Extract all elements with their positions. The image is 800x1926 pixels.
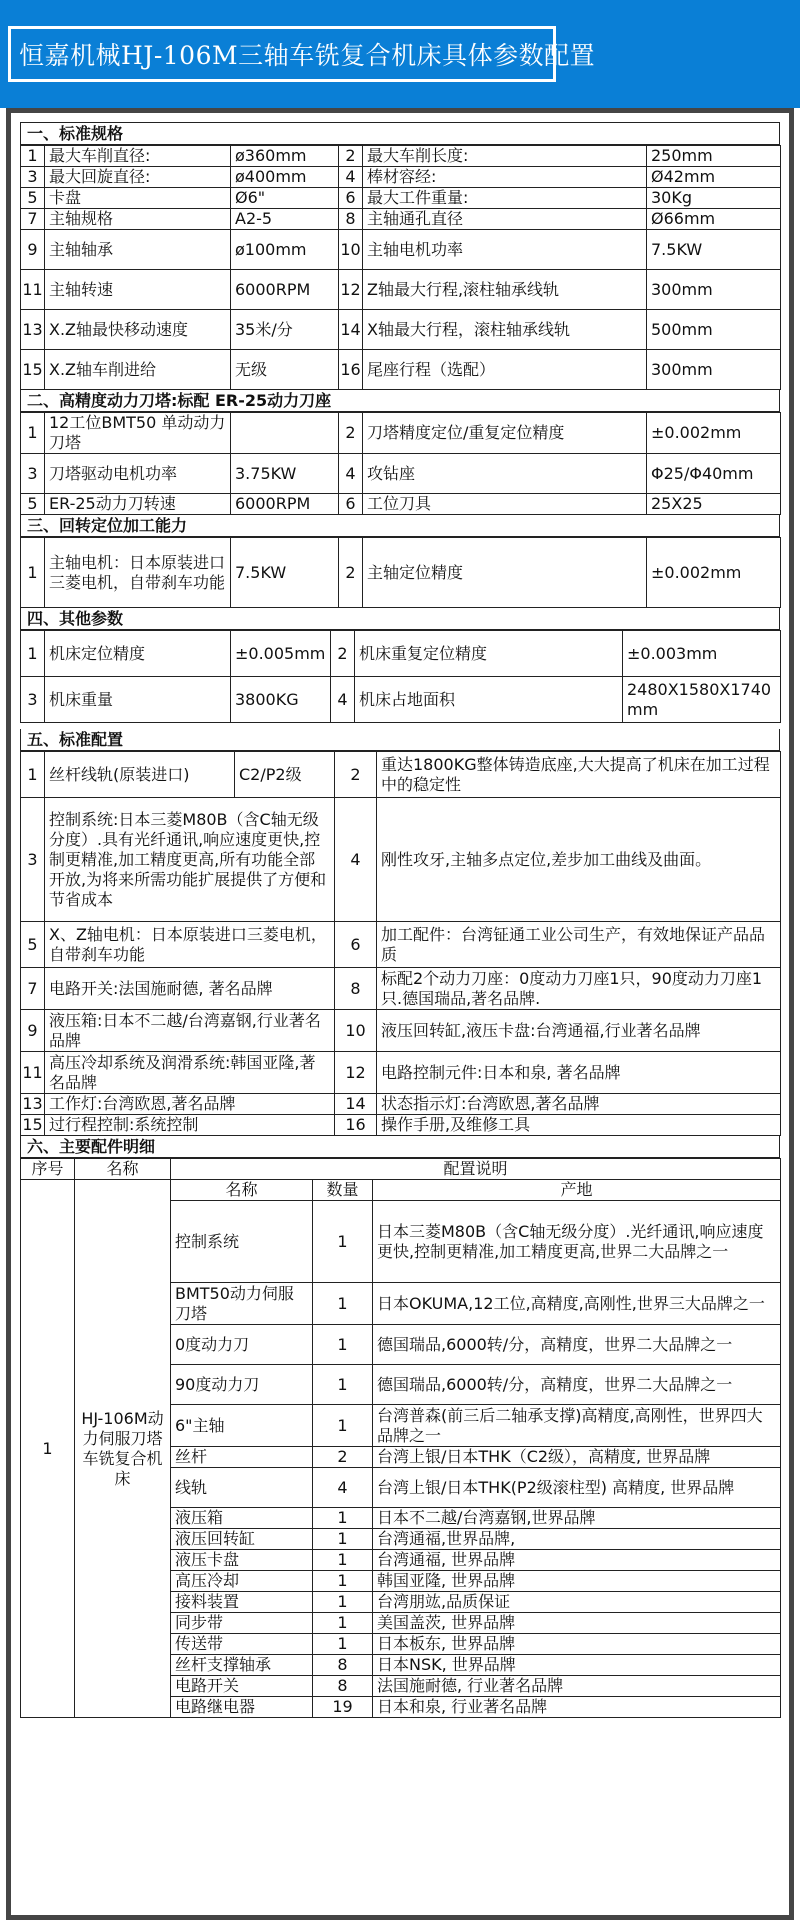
config-row: [21, 922, 781, 968]
part-origin: 日本板东, 世界品牌: [373, 1634, 781, 1655]
row-index: 13: [22, 1094, 43, 1113]
spec-value: Ø42mm: [647, 167, 781, 188]
row-index: 4: [339, 167, 363, 188]
part-origin: 台湾通福,世界品牌,: [373, 1529, 781, 1550]
spec-value: ø400mm: [231, 167, 339, 188]
config-item: 状态指示灯:台湾欧恩,著名品牌: [377, 1094, 781, 1115]
spec-item: 最大工件重量:: [363, 188, 647, 209]
spec-item: Z轴最大行程,滚柱轴承线轨: [363, 270, 647, 310]
part-name: 高压冷却: [171, 1571, 313, 1592]
spec-row: [21, 350, 781, 390]
spec-item: 卡盘: [45, 188, 231, 209]
config-row: [21, 1052, 781, 1094]
turret-item: 12工位BMT50 单动动力刀塔: [45, 413, 231, 454]
section-other: 四、其他参数: [20, 608, 780, 630]
part-origin: 台湾通福, 世界品牌: [373, 1550, 781, 1571]
spec-row: [21, 270, 781, 310]
turret-value: 3.75KW: [231, 454, 339, 494]
part-name: 控制系统: [171, 1201, 313, 1283]
spec-row: [21, 230, 781, 270]
spec-value: ø100mm: [231, 230, 339, 270]
part-name: 液压回转缸: [171, 1529, 313, 1550]
config-row: [21, 968, 781, 1010]
config-item: 操作手册,及维修工具: [377, 1115, 781, 1136]
config-item: 重达1800KG整体铸造底座,大大提高了机床在加工过程中的稳定性: [377, 752, 781, 798]
turret-row: [21, 413, 781, 454]
rotary-item: 主轴电机：日本原装进口三菱电机，自带刹车功能: [45, 538, 231, 608]
spec-item: 主轴规格: [45, 209, 231, 230]
spec-item: X.Z轴最快移动速度: [45, 310, 231, 350]
config-item: 加工配件：台湾钲通工业公司生产，有效地保证产品品质: [377, 922, 781, 968]
turret-value: [231, 413, 339, 454]
part-name: 线轨: [171, 1468, 313, 1508]
param-value: 3800KG: [231, 677, 331, 723]
page-title: 恒嘉机械HJ-106M三轴车铣复合机床具体参数配置: [19, 41, 596, 70]
part-origin: 日本三菱M80B（含C轴无级分度）.光纤通讯,响应速度更快,控制更精准,加工精度更高,世界二大品牌之一: [373, 1201, 781, 1283]
header-index: 序号: [21, 1159, 75, 1180]
row-index: 10: [335, 1010, 377, 1052]
row-index: 5: [21, 494, 45, 515]
standard-config-table: [20, 751, 781, 1136]
turret-item: ER-25动力刀转速: [45, 494, 231, 515]
other-params-table: [20, 630, 781, 723]
section-turret: 二、高精度动力刀塔:标配 ER-25动力刀座: [20, 390, 780, 412]
spec-value: 35米/分: [231, 310, 339, 350]
row-index: 11: [21, 1052, 45, 1094]
param-value: ±0.003mm: [623, 631, 781, 677]
config-item: 高压冷却系统及润滑系统:韩国亚隆,著名品牌: [45, 1052, 335, 1094]
part-name: 丝杆支撑轴承: [171, 1655, 313, 1676]
part-qty: 8: [313, 1676, 373, 1697]
spec-value: 500mm: [647, 310, 781, 350]
part-name: BMT50动力伺服刀塔: [171, 1283, 313, 1325]
row-index: 6: [335, 922, 377, 968]
part-origin: 台湾普森(前三后二轴承支撑)高精度,高刚性，世界四大品牌之一: [373, 1405, 781, 1447]
spec-row: [21, 167, 781, 188]
config-item: 液压箱:日本不二越/台湾嘉钢,行业著名品牌: [45, 1010, 335, 1052]
config-item: 电路开关:法国施耐德, 著名品牌: [45, 968, 335, 1010]
spec-value: A2-5: [231, 209, 339, 230]
config-row: [21, 1010, 781, 1052]
subheader-qty: 数量: [313, 1180, 373, 1201]
row-index: 2: [331, 631, 355, 677]
param-item: 机床占地面积: [355, 677, 623, 723]
part-qty: 1: [313, 1634, 373, 1655]
header-name: 名称: [75, 1159, 171, 1180]
config-item: 丝杆线轨(原装进口): [45, 752, 235, 798]
part-name: 0度动力刀: [171, 1325, 313, 1365]
part-qty: 2: [313, 1447, 373, 1468]
spec-item: 最大车削直径:: [45, 146, 231, 167]
row-index: 9: [21, 230, 45, 270]
turret-item: 攻钻座: [363, 454, 647, 494]
row-index: 1: [21, 631, 45, 677]
spec-value: 30Kg: [647, 188, 781, 209]
row-index: 14: [339, 310, 363, 350]
param-item: 机床重复定位精度: [355, 631, 623, 677]
turret-row: [21, 494, 781, 515]
spec-value: Ø66mm: [647, 209, 781, 230]
row-index: 3: [21, 454, 45, 494]
part-name: 液压卡盘: [171, 1550, 313, 1571]
title-box: [8, 26, 596, 82]
spec-item: 主轴电机功率: [363, 230, 647, 270]
row-index: 2: [339, 538, 363, 608]
parts-index: 1: [21, 1180, 75, 1718]
part-origin: 台湾上银/日本THK(P2级滚柱型) 高精度, 世界品牌: [373, 1468, 781, 1508]
param-item: 机床重量: [45, 677, 231, 723]
part-origin: 日本NSK, 世界品牌: [373, 1655, 781, 1676]
rotary-item: 主轴定位精度: [363, 538, 647, 608]
row-index: 6: [339, 188, 363, 209]
spec-row: [21, 209, 781, 230]
other-row: [21, 631, 781, 677]
row-index: 9: [21, 1010, 45, 1052]
config-item: 工作灯:台湾欧恩,著名品牌: [45, 1094, 335, 1115]
config-item: 刚性攻牙,主轴多点定位,差步加工曲线及曲面。: [377, 798, 781, 922]
spec-item: 尾座行程（选配）: [363, 350, 647, 390]
part-qty: 1: [313, 1201, 373, 1283]
row-index: 1: [21, 752, 45, 798]
section-config: 五、标准配置: [20, 729, 780, 751]
spec-row: [21, 310, 781, 350]
row-index: 7: [21, 209, 45, 230]
config-item: 过行程控制:系统控制: [45, 1115, 335, 1136]
rotary-row: [21, 538, 781, 608]
row-index: 15: [22, 1115, 43, 1134]
row-index: 7: [21, 968, 45, 1010]
part-qty: 1: [313, 1405, 373, 1447]
part-name: 6"主轴: [171, 1405, 313, 1447]
row-index: 11: [21, 270, 45, 310]
part-qty: 8: [313, 1655, 373, 1676]
config-row: [21, 1094, 781, 1115]
title-banner: [0, 0, 800, 108]
part-name: 同步带: [171, 1613, 313, 1634]
row-index: 4: [339, 454, 363, 494]
config-item: 电路控制元件:日本和泉, 著名品牌: [377, 1052, 781, 1094]
turret-item: 刀塔驱动电机功率: [45, 454, 231, 494]
rotary-value: 7.5KW: [231, 538, 339, 608]
row-index: 3: [21, 798, 45, 922]
section-standard-spec: 一、标准规格: [20, 122, 780, 145]
spec-value: 250mm: [647, 146, 781, 167]
row-index: 16: [335, 1115, 377, 1136]
row-index: 15: [21, 350, 45, 390]
row-index: 5: [21, 188, 45, 209]
part-name: 90度动力刀: [171, 1365, 313, 1405]
param-value: 2480X1580X1740mm: [623, 677, 781, 723]
section-rotary: 三、回转定位加工能力: [20, 515, 780, 537]
part-name: 传送带: [171, 1634, 313, 1655]
config-row: [21, 798, 781, 922]
standard-spec-table: [20, 145, 781, 390]
part-qty: 4: [313, 1468, 373, 1508]
part-qty: 1: [313, 1571, 373, 1592]
row-index: 10: [339, 230, 363, 270]
spec-value: 300mm: [647, 350, 781, 390]
config-item: 液压回转缸,液压卡盘:台湾通福,行业著名品牌: [377, 1010, 781, 1052]
part-qty: 19: [313, 1697, 373, 1718]
part-origin: 德国瑞品,6000转/分，高精度，世界二大品牌之一: [373, 1365, 781, 1405]
spec-item: 最大回旋直径:: [45, 167, 231, 188]
part-origin: 日本OKUMA,12工位,高精度,高刚性,世界三大品牌之一: [373, 1283, 781, 1325]
row-index: 3: [21, 677, 45, 723]
part-qty: 1: [313, 1365, 373, 1405]
turret-value: 25X25: [647, 494, 781, 515]
turret-row: [21, 454, 781, 494]
part-qty: 1: [313, 1613, 373, 1634]
part-origin: 日本不二越/台湾嘉钢,世界品牌: [373, 1508, 781, 1529]
part-qty: 1: [313, 1508, 373, 1529]
spec-value: ø360mm: [231, 146, 339, 167]
config-item: 标配2个动力刀座：0度动力刀座1只，90度动力刀座1只.德国瑞品,著名品牌.: [377, 968, 781, 1010]
row-index: 1: [21, 146, 45, 167]
config-item: 控制系统:日本三菱M80B（含C轴无级分度）.具有光纤通讯,响应速度更快,控制更精准,加工精度更高,所有功能全部开放,为将来所需功能扩展提供了方便和节省成本: [45, 798, 335, 922]
row-index: 2: [339, 146, 363, 167]
param-item: 机床定位精度: [45, 631, 231, 677]
row-index: 2: [339, 413, 363, 454]
row-index: 4: [335, 798, 377, 922]
spec-value: 6000RPM: [231, 270, 339, 310]
part-name: 丝杆: [171, 1447, 313, 1468]
row-index: 12: [339, 270, 363, 310]
spec-item: 主轴轴承: [45, 230, 231, 270]
rotary-value: ±0.002mm: [647, 538, 781, 608]
config-item: X、Z轴电机：日本原装进口三菱电机，自带刹车功能: [45, 922, 335, 968]
rotary-table: [20, 537, 781, 608]
turret-item: 刀塔精度定位/重复定位精度: [363, 413, 647, 454]
spec-row: [21, 188, 781, 209]
spec-item: 主轴转速: [45, 270, 231, 310]
other-row: [21, 677, 781, 723]
subheader-origin: 产地: [373, 1180, 781, 1201]
row-index: 2: [335, 752, 377, 798]
part-origin: 韩国亚隆, 世界品牌: [373, 1571, 781, 1592]
spec-document: [20, 122, 780, 1718]
turret-item: 工位刀具: [363, 494, 647, 515]
row-index: 6: [339, 494, 363, 515]
spec-item: 最大车削长度:: [363, 146, 647, 167]
row-index: 14: [335, 1094, 377, 1115]
spec-item: 主轴通孔直径: [363, 209, 647, 230]
turret-value: ±0.002mm: [647, 413, 781, 454]
part-qty: 1: [313, 1592, 373, 1613]
section-parts: 六、主要配件明细: [20, 1136, 780, 1158]
part-origin: 台湾上银/日本THK（C2级），高精度, 世界品牌: [373, 1447, 781, 1468]
row-index: 5: [21, 922, 45, 968]
config-grade: C2/P2级: [235, 752, 335, 798]
row-index: 8: [335, 968, 377, 1010]
part-qty: 1: [313, 1325, 373, 1365]
parts-subheader-row: [21, 1180, 781, 1201]
header-config: 配置说明: [171, 1159, 781, 1180]
part-qty: 1: [313, 1550, 373, 1571]
spec-item: 棒材容经:: [363, 167, 647, 188]
part-name: 电路继电器: [171, 1697, 313, 1718]
part-qty: 1: [313, 1529, 373, 1550]
part-origin: 台湾朋竑,品质保证: [373, 1592, 781, 1613]
part-origin: 美国盖茨, 世界品牌: [373, 1613, 781, 1634]
spec-item: X.Z轴车削进给: [45, 350, 231, 390]
config-row: [21, 752, 781, 798]
row-index: 16: [339, 350, 363, 390]
spec-value: 无级: [231, 350, 339, 390]
turret-value: Φ25/Φ40mm: [647, 454, 781, 494]
part-qty: 1: [313, 1283, 373, 1325]
subheader-name: 名称: [171, 1180, 313, 1201]
part-origin: 德国瑞品,6000转/分，高精度，世界二大品牌之一: [373, 1325, 781, 1365]
config-row: [21, 1115, 781, 1136]
part-name: 液压箱: [171, 1508, 313, 1529]
turret-table: [20, 412, 781, 515]
row-index: 1: [21, 538, 45, 608]
spec-value: Ø6": [231, 188, 339, 209]
row-index: 1: [21, 413, 45, 454]
part-name: 接料装置: [171, 1592, 313, 1613]
row-index: 3: [21, 167, 45, 188]
part-name: 电路开关: [171, 1676, 313, 1697]
row-index: 8: [339, 209, 363, 230]
row-index: 4: [331, 677, 355, 723]
row-index: 13: [21, 310, 45, 350]
part-origin: 法国施耐德, 行业著名品牌: [373, 1676, 781, 1697]
parts-table: [20, 1158, 781, 1718]
machine-name: HJ-106M动力伺服刀塔车铣复合机床: [75, 1180, 171, 1718]
spec-value: 300mm: [647, 270, 781, 310]
spec-row: [21, 146, 781, 167]
param-value: ±0.005mm: [231, 631, 331, 677]
spec-value: 7.5KW: [647, 230, 781, 270]
spec-item: X轴最大行程，滚柱轴承线轨: [363, 310, 647, 350]
part-origin: 日本和泉, 行业著名品牌: [373, 1697, 781, 1718]
turret-value: 6000RPM: [231, 494, 339, 515]
row-index: 12: [335, 1052, 377, 1094]
parts-header-row: [21, 1159, 781, 1180]
